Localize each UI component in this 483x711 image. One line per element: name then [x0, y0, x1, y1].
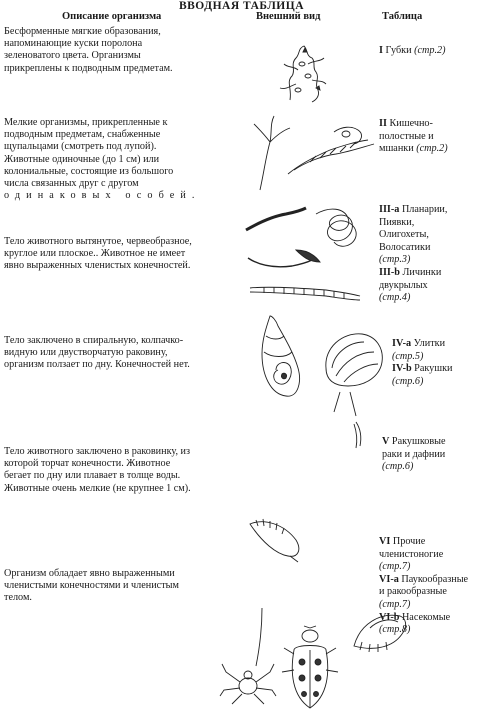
larva-illustration — [244, 514, 306, 564]
row-2-description: Мелкие организмы, прикрепленные к подводным предметам, снабженные щупальцами (смотреть под лупой). Животные одиночные (до 1 см) или колониальные, состоящие из большого числа связанных друг с другом одинаковых особей. — [4, 117, 201, 202]
row-6-description: Организм обладает явно выраженными членистыми конечностями и членистым телом. — [4, 568, 179, 604]
column-header-description: Описание организма — [62, 11, 162, 22]
column-header-appearance: Внешний вид — [256, 11, 321, 22]
spider-illustration — [220, 606, 284, 711]
page-title: ВВОДНАЯ ТАБЛИЦА — [178, 0, 305, 12]
sponge-illustration — [268, 40, 338, 105]
row-4-description: Тело заключено в спиральную, колпачко- видную или двустворчатую раковину, организм ползает по дну. Конечностей нет. — [4, 335, 190, 371]
worms-illustration — [240, 202, 380, 312]
row-5-description: Тело животного заключено в раковинку, из которой торчат конечности. Животное бегает по дну или плавает в толще воды. Животные очень мелкие (не крупнее 1 см). — [4, 446, 191, 494]
beetle-illustration — [280, 626, 340, 711]
snail-illustration — [256, 310, 304, 400]
row-6-reference: VI Прочие членистоногие (стр.7) VI-a Паукообразные и ракообразные (стр.7) VI-b Насекомые (стр.8) — [379, 536, 469, 636]
mussel-illustration — [320, 328, 386, 420]
row-1-description: Бесформенные мягкие образования, напоминающие куски поролона зеленоватого цвета. Организмы прикреплены к подводным предметам. — [4, 26, 173, 74]
row-1-reference: I Губки (стр.2) — [379, 45, 446, 56]
row-5-reference: V Ракушковые раки и дафнии (стр.6) — [382, 436, 446, 473]
column-header-table: Таблица — [382, 11, 423, 22]
row-3-reference: III-a Планарии, Пиявки, Олигохеты, Волосатики (стр.3) III-b Личинки двукрылых (стр.4) — [379, 204, 448, 304]
hydra-bryozoa-illustration — [250, 112, 380, 194]
row-4-reference: IV-a Улитки (стр.5) IV-b Ракушки (стр.6) — [392, 338, 453, 387]
crustacean-illustration — [350, 606, 410, 656]
row-2-reference: II Кишечно- полостные и мшанки (стр.2) — [379, 118, 448, 155]
row-3-description: Тело животного вытянутое, червеобразное, круглое или плоское.. Животное не имеет явно выраженных членистых конечностей. — [4, 236, 192, 272]
daphnia-illustration — [350, 420, 366, 450]
